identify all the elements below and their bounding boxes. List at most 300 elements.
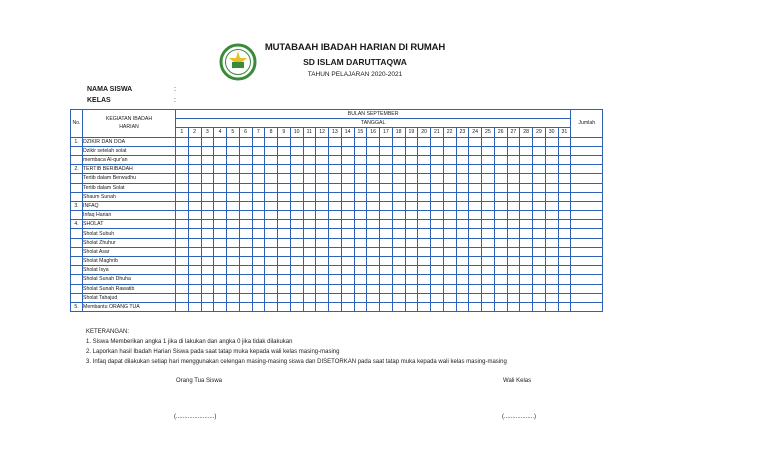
day-cell[interactable] xyxy=(176,238,189,247)
day-cell[interactable] xyxy=(354,192,367,201)
day-cell[interactable] xyxy=(278,275,291,284)
day-cell[interactable] xyxy=(278,165,291,174)
day-cell[interactable] xyxy=(507,229,520,238)
day-cell[interactable] xyxy=(392,165,405,174)
day-cell[interactable] xyxy=(341,211,354,220)
day-cell[interactable] xyxy=(188,211,201,220)
day-cell[interactable] xyxy=(456,238,469,247)
day-cell[interactable] xyxy=(443,257,456,266)
day-cell[interactable] xyxy=(520,174,533,183)
day-cell[interactable] xyxy=(227,293,240,302)
day-cell[interactable] xyxy=(405,266,418,275)
day-cell[interactable] xyxy=(405,257,418,266)
day-cell[interactable] xyxy=(341,229,354,238)
day-cell[interactable] xyxy=(533,155,546,164)
day-cell[interactable] xyxy=(227,266,240,275)
day-cell[interactable] xyxy=(494,220,507,229)
day-cell[interactable] xyxy=(380,257,393,266)
day-cell[interactable] xyxy=(380,275,393,284)
day-cell[interactable] xyxy=(545,201,558,210)
day-cell[interactable] xyxy=(443,137,456,146)
day-cell[interactable] xyxy=(290,201,303,210)
day-cell[interactable] xyxy=(214,192,227,201)
day-cell[interactable] xyxy=(354,238,367,247)
day-cell[interactable] xyxy=(329,284,342,293)
day-cell[interactable] xyxy=(494,155,507,164)
day-cell[interactable] xyxy=(227,247,240,256)
day-cell[interactable] xyxy=(520,293,533,302)
day-cell[interactable] xyxy=(443,293,456,302)
day-cell[interactable] xyxy=(405,247,418,256)
day-cell[interactable] xyxy=(201,238,214,247)
day-cell[interactable] xyxy=(545,137,558,146)
day-cell[interactable] xyxy=(418,165,431,174)
day-cell[interactable] xyxy=(265,229,278,238)
day-cell[interactable] xyxy=(176,192,189,201)
day-cell[interactable] xyxy=(443,155,456,164)
day-cell[interactable] xyxy=(533,174,546,183)
day-cell[interactable] xyxy=(252,238,265,247)
day-cell[interactable] xyxy=(533,275,546,284)
day-cell[interactable] xyxy=(482,201,495,210)
day-cell[interactable] xyxy=(494,247,507,256)
day-cell[interactable] xyxy=(507,293,520,302)
day-cell[interactable] xyxy=(290,137,303,146)
day-cell[interactable] xyxy=(431,257,444,266)
day-cell[interactable] xyxy=(252,165,265,174)
day-cell[interactable] xyxy=(354,229,367,238)
day-cell[interactable] xyxy=(239,247,252,256)
day-cell[interactable] xyxy=(494,284,507,293)
day-cell[interactable] xyxy=(380,220,393,229)
day-cell[interactable] xyxy=(265,192,278,201)
day-cell[interactable] xyxy=(443,174,456,183)
day-cell[interactable] xyxy=(456,293,469,302)
day-cell[interactable] xyxy=(443,284,456,293)
day-cell[interactable] xyxy=(558,275,571,284)
day-cell[interactable] xyxy=(367,229,380,238)
day-cell[interactable] xyxy=(252,183,265,192)
total-cell[interactable] xyxy=(571,302,603,311)
day-cell[interactable] xyxy=(252,293,265,302)
day-cell[interactable] xyxy=(278,211,291,220)
day-cell[interactable] xyxy=(252,155,265,164)
day-cell[interactable] xyxy=(443,183,456,192)
day-cell[interactable] xyxy=(431,201,444,210)
day-cell[interactable] xyxy=(392,284,405,293)
day-cell[interactable] xyxy=(341,247,354,256)
day-cell[interactable] xyxy=(469,174,482,183)
day-cell[interactable] xyxy=(545,211,558,220)
day-cell[interactable] xyxy=(380,238,393,247)
day-cell[interactable] xyxy=(214,302,227,311)
day-cell[interactable] xyxy=(303,302,316,311)
day-cell[interactable] xyxy=(341,192,354,201)
day-cell[interactable] xyxy=(188,137,201,146)
day-cell[interactable] xyxy=(341,146,354,155)
day-cell[interactable] xyxy=(418,275,431,284)
day-cell[interactable] xyxy=(507,183,520,192)
day-cell[interactable] xyxy=(329,275,342,284)
day-cell[interactable] xyxy=(227,192,240,201)
day-cell[interactable] xyxy=(469,155,482,164)
day-cell[interactable] xyxy=(507,257,520,266)
day-cell[interactable] xyxy=(316,146,329,155)
day-cell[interactable] xyxy=(227,302,240,311)
day-cell[interactable] xyxy=(303,220,316,229)
day-cell[interactable] xyxy=(265,201,278,210)
day-cell[interactable] xyxy=(367,302,380,311)
day-cell[interactable] xyxy=(329,201,342,210)
day-cell[interactable] xyxy=(214,146,227,155)
day-cell[interactable] xyxy=(431,220,444,229)
day-cell[interactable] xyxy=(558,293,571,302)
day-cell[interactable] xyxy=(545,183,558,192)
day-cell[interactable] xyxy=(392,174,405,183)
day-cell[interactable] xyxy=(545,302,558,311)
day-cell[interactable] xyxy=(405,275,418,284)
day-cell[interactable] xyxy=(354,211,367,220)
day-cell[interactable] xyxy=(354,266,367,275)
day-cell[interactable] xyxy=(482,146,495,155)
day-cell[interactable] xyxy=(533,284,546,293)
day-cell[interactable] xyxy=(558,146,571,155)
day-cell[interactable] xyxy=(176,275,189,284)
day-cell[interactable] xyxy=(265,284,278,293)
day-cell[interactable] xyxy=(520,146,533,155)
day-cell[interactable] xyxy=(354,155,367,164)
day-cell[interactable] xyxy=(367,247,380,256)
day-cell[interactable] xyxy=(303,137,316,146)
day-cell[interactable] xyxy=(227,174,240,183)
day-cell[interactable] xyxy=(367,275,380,284)
day-cell[interactable] xyxy=(520,302,533,311)
day-cell[interactable] xyxy=(278,220,291,229)
day-cell[interactable] xyxy=(329,293,342,302)
day-cell[interactable] xyxy=(405,146,418,155)
day-cell[interactable] xyxy=(341,220,354,229)
day-cell[interactable] xyxy=(494,266,507,275)
day-cell[interactable] xyxy=(431,266,444,275)
day-cell[interactable] xyxy=(303,266,316,275)
day-cell[interactable] xyxy=(494,238,507,247)
day-cell[interactable] xyxy=(367,238,380,247)
day-cell[interactable] xyxy=(533,266,546,275)
day-cell[interactable] xyxy=(456,155,469,164)
day-cell[interactable] xyxy=(545,247,558,256)
day-cell[interactable] xyxy=(418,137,431,146)
day-cell[interactable] xyxy=(405,174,418,183)
day-cell[interactable] xyxy=(290,266,303,275)
day-cell[interactable] xyxy=(380,174,393,183)
day-cell[interactable] xyxy=(380,165,393,174)
day-cell[interactable] xyxy=(290,247,303,256)
day-cell[interactable] xyxy=(290,192,303,201)
day-cell[interactable] xyxy=(329,220,342,229)
day-cell[interactable] xyxy=(341,293,354,302)
day-cell[interactable] xyxy=(545,229,558,238)
day-cell[interactable] xyxy=(431,192,444,201)
day-cell[interactable] xyxy=(418,220,431,229)
day-cell[interactable] xyxy=(176,229,189,238)
day-cell[interactable] xyxy=(227,155,240,164)
day-cell[interactable] xyxy=(545,220,558,229)
day-cell[interactable] xyxy=(405,155,418,164)
day-cell[interactable] xyxy=(316,266,329,275)
day-cell[interactable] xyxy=(329,192,342,201)
day-cell[interactable] xyxy=(176,174,189,183)
day-cell[interactable] xyxy=(239,266,252,275)
day-cell[interactable] xyxy=(507,211,520,220)
day-cell[interactable] xyxy=(469,302,482,311)
day-cell[interactable] xyxy=(303,155,316,164)
day-cell[interactable] xyxy=(188,247,201,256)
day-cell[interactable] xyxy=(456,192,469,201)
day-cell[interactable] xyxy=(188,183,201,192)
day-cell[interactable] xyxy=(278,238,291,247)
day-cell[interactable] xyxy=(367,211,380,220)
day-cell[interactable] xyxy=(533,211,546,220)
day-cell[interactable] xyxy=(201,229,214,238)
day-cell[interactable] xyxy=(239,220,252,229)
day-cell[interactable] xyxy=(482,155,495,164)
day-cell[interactable] xyxy=(507,146,520,155)
day-cell[interactable] xyxy=(176,201,189,210)
day-cell[interactable] xyxy=(239,284,252,293)
day-cell[interactable] xyxy=(354,183,367,192)
day-cell[interactable] xyxy=(214,137,227,146)
day-cell[interactable] xyxy=(533,247,546,256)
day-cell[interactable] xyxy=(316,284,329,293)
day-cell[interactable] xyxy=(520,155,533,164)
day-cell[interactable] xyxy=(405,220,418,229)
day-cell[interactable] xyxy=(214,275,227,284)
day-cell[interactable] xyxy=(469,266,482,275)
day-cell[interactable] xyxy=(265,137,278,146)
total-cell[interactable] xyxy=(571,211,603,220)
total-cell[interactable] xyxy=(571,155,603,164)
day-cell[interactable] xyxy=(367,174,380,183)
day-cell[interactable] xyxy=(290,174,303,183)
day-cell[interactable] xyxy=(176,220,189,229)
day-cell[interactable] xyxy=(367,155,380,164)
day-cell[interactable] xyxy=(558,266,571,275)
day-cell[interactable] xyxy=(265,220,278,229)
day-cell[interactable] xyxy=(482,220,495,229)
day-cell[interactable] xyxy=(545,165,558,174)
day-cell[interactable] xyxy=(290,183,303,192)
day-cell[interactable] xyxy=(418,192,431,201)
day-cell[interactable] xyxy=(316,247,329,256)
day-cell[interactable] xyxy=(469,137,482,146)
day-cell[interactable] xyxy=(303,238,316,247)
day-cell[interactable] xyxy=(201,284,214,293)
day-cell[interactable] xyxy=(214,165,227,174)
day-cell[interactable] xyxy=(214,211,227,220)
day-cell[interactable] xyxy=(278,293,291,302)
day-cell[interactable] xyxy=(290,284,303,293)
day-cell[interactable] xyxy=(188,302,201,311)
day-cell[interactable] xyxy=(558,183,571,192)
day-cell[interactable] xyxy=(456,174,469,183)
day-cell[interactable] xyxy=(176,155,189,164)
day-cell[interactable] xyxy=(533,201,546,210)
day-cell[interactable] xyxy=(418,266,431,275)
day-cell[interactable] xyxy=(265,247,278,256)
day-cell[interactable] xyxy=(405,211,418,220)
day-cell[interactable] xyxy=(188,266,201,275)
day-cell[interactable] xyxy=(201,137,214,146)
day-cell[interactable] xyxy=(494,146,507,155)
day-cell[interactable] xyxy=(176,302,189,311)
day-cell[interactable] xyxy=(303,211,316,220)
day-cell[interactable] xyxy=(303,229,316,238)
day-cell[interactable] xyxy=(227,201,240,210)
day-cell[interactable] xyxy=(507,302,520,311)
total-cell[interactable] xyxy=(571,146,603,155)
total-cell[interactable] xyxy=(571,238,603,247)
day-cell[interactable] xyxy=(278,284,291,293)
day-cell[interactable] xyxy=(558,229,571,238)
day-cell[interactable] xyxy=(520,183,533,192)
day-cell[interactable] xyxy=(252,137,265,146)
day-cell[interactable] xyxy=(201,192,214,201)
day-cell[interactable] xyxy=(227,211,240,220)
day-cell[interactable] xyxy=(265,183,278,192)
day-cell[interactable] xyxy=(188,155,201,164)
day-cell[interactable] xyxy=(227,257,240,266)
day-cell[interactable] xyxy=(239,211,252,220)
day-cell[interactable] xyxy=(533,302,546,311)
day-cell[interactable] xyxy=(278,137,291,146)
day-cell[interactable] xyxy=(278,174,291,183)
day-cell[interactable] xyxy=(520,229,533,238)
day-cell[interactable] xyxy=(239,165,252,174)
day-cell[interactable] xyxy=(507,284,520,293)
day-cell[interactable] xyxy=(278,302,291,311)
day-cell[interactable] xyxy=(278,257,291,266)
day-cell[interactable] xyxy=(520,284,533,293)
day-cell[interactable] xyxy=(482,174,495,183)
day-cell[interactable] xyxy=(329,183,342,192)
day-cell[interactable] xyxy=(482,137,495,146)
day-cell[interactable] xyxy=(252,192,265,201)
day-cell[interactable] xyxy=(558,137,571,146)
total-cell[interactable] xyxy=(571,174,603,183)
day-cell[interactable] xyxy=(392,238,405,247)
day-cell[interactable] xyxy=(482,192,495,201)
day-cell[interactable] xyxy=(354,257,367,266)
day-cell[interactable] xyxy=(265,211,278,220)
day-cell[interactable] xyxy=(494,211,507,220)
day-cell[interactable] xyxy=(329,257,342,266)
day-cell[interactable] xyxy=(316,155,329,164)
day-cell[interactable] xyxy=(558,165,571,174)
day-cell[interactable] xyxy=(354,293,367,302)
total-cell[interactable] xyxy=(571,275,603,284)
day-cell[interactable] xyxy=(443,146,456,155)
day-cell[interactable] xyxy=(239,146,252,155)
day-cell[interactable] xyxy=(278,229,291,238)
total-cell[interactable] xyxy=(571,293,603,302)
day-cell[interactable] xyxy=(456,266,469,275)
day-cell[interactable] xyxy=(431,247,444,256)
day-cell[interactable] xyxy=(239,302,252,311)
day-cell[interactable] xyxy=(201,257,214,266)
day-cell[interactable] xyxy=(533,229,546,238)
total-cell[interactable] xyxy=(571,201,603,210)
day-cell[interactable] xyxy=(418,183,431,192)
day-cell[interactable] xyxy=(418,174,431,183)
day-cell[interactable] xyxy=(456,183,469,192)
day-cell[interactable] xyxy=(316,302,329,311)
day-cell[interactable] xyxy=(316,229,329,238)
day-cell[interactable] xyxy=(214,155,227,164)
day-cell[interactable] xyxy=(482,302,495,311)
day-cell[interactable] xyxy=(316,238,329,247)
day-cell[interactable] xyxy=(482,257,495,266)
day-cell[interactable] xyxy=(201,293,214,302)
day-cell[interactable] xyxy=(482,284,495,293)
day-cell[interactable] xyxy=(507,192,520,201)
day-cell[interactable] xyxy=(303,146,316,155)
day-cell[interactable] xyxy=(252,247,265,256)
day-cell[interactable] xyxy=(367,293,380,302)
day-cell[interactable] xyxy=(316,137,329,146)
day-cell[interactable] xyxy=(252,174,265,183)
day-cell[interactable] xyxy=(201,211,214,220)
day-cell[interactable] xyxy=(418,302,431,311)
day-cell[interactable] xyxy=(520,137,533,146)
day-cell[interactable] xyxy=(303,293,316,302)
day-cell[interactable] xyxy=(278,183,291,192)
day-cell[interactable] xyxy=(545,238,558,247)
day-cell[interactable] xyxy=(392,247,405,256)
day-cell[interactable] xyxy=(469,257,482,266)
day-cell[interactable] xyxy=(303,183,316,192)
day-cell[interactable] xyxy=(227,229,240,238)
day-cell[interactable] xyxy=(482,229,495,238)
day-cell[interactable] xyxy=(278,201,291,210)
day-cell[interactable] xyxy=(482,238,495,247)
day-cell[interactable] xyxy=(265,257,278,266)
day-cell[interactable] xyxy=(431,284,444,293)
day-cell[interactable] xyxy=(469,201,482,210)
day-cell[interactable] xyxy=(405,192,418,201)
day-cell[interactable] xyxy=(341,165,354,174)
day-cell[interactable] xyxy=(507,165,520,174)
day-cell[interactable] xyxy=(520,165,533,174)
day-cell[interactable] xyxy=(290,275,303,284)
day-cell[interactable] xyxy=(341,266,354,275)
day-cell[interactable] xyxy=(290,220,303,229)
day-cell[interactable] xyxy=(443,266,456,275)
day-cell[interactable] xyxy=(239,183,252,192)
day-cell[interactable] xyxy=(431,137,444,146)
day-cell[interactable] xyxy=(443,211,456,220)
day-cell[interactable] xyxy=(341,257,354,266)
day-cell[interactable] xyxy=(252,211,265,220)
day-cell[interactable] xyxy=(418,238,431,247)
total-cell[interactable] xyxy=(571,257,603,266)
day-cell[interactable] xyxy=(341,183,354,192)
day-cell[interactable] xyxy=(405,201,418,210)
day-cell[interactable] xyxy=(380,201,393,210)
day-cell[interactable] xyxy=(482,275,495,284)
day-cell[interactable] xyxy=(456,257,469,266)
day-cell[interactable] xyxy=(392,302,405,311)
day-cell[interactable] xyxy=(188,192,201,201)
